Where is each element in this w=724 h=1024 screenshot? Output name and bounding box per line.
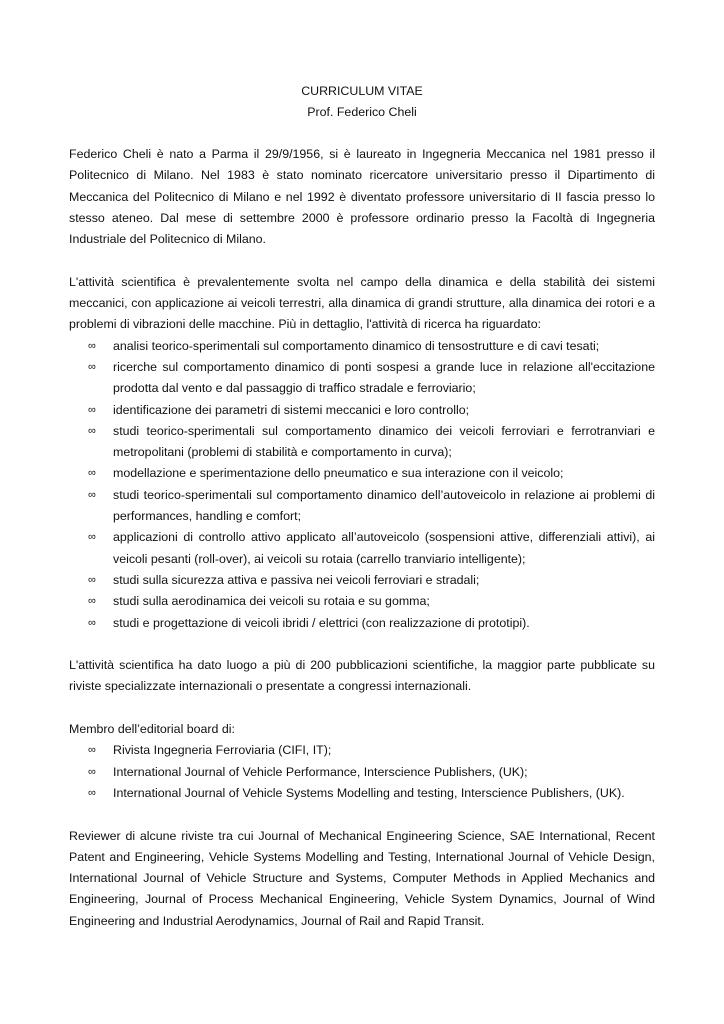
- list-item: [69, 400, 655, 421]
- list-item-text: modellazione e sperimentazione dello pneumatico e sua interazione con il veicolo;: [113, 466, 564, 481]
- spacer: [69, 250, 655, 271]
- editorial-board-list: [69, 740, 655, 804]
- research-intro-paragraph: L'attività scientifica è prevalentemente svolta nel campo della dinamica e della stabilità dei sistemi meccanici, con applicazione ai veicoli terrestri, alla dinamica di grandi strutture, alla dinamica dei rotori e a problemi di vibrazioni delle macchine. Più in dettaglio, l'attività di ricerca ha riguardato:: [69, 274, 655, 332]
- research-list: [69, 336, 655, 634]
- list-item-text: studi sulla aerodinamica dei veicoli su rotaia e su gomma;: [113, 594, 430, 609]
- list-item: [69, 421, 655, 464]
- bio-paragraph: Federico Cheli è nato a Parma il 29/9/1956, si è laureato in Ingegneria Meccanica nel 1981 presso il Politecnico di Milano. Nel 1983 è stato nominato ricercatore universitario presso il Dipartimento di Meccanica del Politecnico di Milano e nel 1992 è diventato professore universitario di II fascia presso lo stesso ateneo. Dal mese di settembre 2000 è professore ordinario presso la Facoltà di Ingegneria Industriale del Politecnico di Milano.: [69, 147, 655, 247]
- list-item-text: studi sulla sicurezza attiva e passiva nei veicoli ferroviari e stradali;: [113, 572, 480, 587]
- list-item-text: ricerche sul comportamento dinamico di ponti sospesi a grande luce in relazione all'eccitazione prodotta dal vento e dal passaggio di traffico stradale e ferroviario;: [113, 359, 655, 396]
- bullet-icon: ∞: [88, 573, 96, 586]
- list-item: [69, 762, 655, 783]
- publications-paragraph: L'attività scientifica ha dato luogo a più di 200 pubblicazioni scientifiche, la maggior parte pubblicate su riviste specializzate internazionali o presentate a congressi internazionali.: [69, 658, 655, 694]
- bullet-icon: ∞: [88, 467, 96, 480]
- list-item: [69, 463, 655, 484]
- document-page: [69, 81, 655, 932]
- bullet-icon: ∞: [88, 595, 96, 608]
- list-item-text: identificazione dei parametri di sistemi meccanici e loro controllo;: [113, 402, 470, 417]
- list-item-text: International Journal of Vehicle Systems Modelling and testing, Interscience Publishers, (UK).: [113, 785, 625, 800]
- list-item-text: International Journal of Vehicle Performance, Interscience Publishers, (UK);: [113, 764, 528, 779]
- bullet-icon: ∞: [88, 616, 96, 629]
- list-item-text: applicazioni di controllo attivo applicato all’autoveicolo (sospensioni attive, differenziali attivi), ai veicoli pesanti (roll-over), ai veicoli su rotaia (carrello tranviario intelligente);: [113, 530, 655, 566]
- spacer: [69, 698, 655, 719]
- bullet-icon: ∞: [88, 488, 96, 501]
- spacer: [69, 804, 655, 825]
- list-item-text: studi teorico-sperimentali sul comportamento dinamico dei veicoli ferroviari e ferrotranviari e metropolitani (problemi di stabilità e comportamento in curva);: [113, 423, 655, 460]
- list-item: [69, 336, 655, 357]
- list-item-text: studi e progettazione di veicoli ibridi / elettrici (con realizzazione di prototipi).: [113, 615, 530, 630]
- bullet-icon: ∞: [88, 339, 96, 352]
- list-item-text: studi teorico-sperimentali sul comportamento dinamico dell’autoveicolo in relazione ai problemi di performances, handling e comfort;: [113, 487, 655, 524]
- editorial-intro: Membro dell’editorial board di:: [69, 722, 235, 737]
- document-subtitle: Prof. Federico Cheli: [307, 105, 417, 119]
- spacer: [69, 634, 655, 655]
- reviewer-paragraph: Reviewer di alcune riviste tra cui Journal of Mechanical Engineering Science, SAE International, Recent Patent and Engineering, Vehicle Systems Modelling and Testing, International Journal of Vehicle Design, International Journal of Vehicle Structure and Systems, Computer Methods in Applied Mechanics and Engineering, Journal of Process Mechanical Engineering, Vehicle System Dynamics, Journal of Wind Engineering and Industrial Aerodynamics, Journal of Rail and Rapid Transit.: [69, 828, 655, 928]
- list-item: [69, 570, 655, 591]
- list-item: [69, 613, 655, 634]
- bullet-icon: ∞: [88, 403, 96, 416]
- list-item: [69, 740, 655, 761]
- list-item-text: Rivista Ingegneria Ferroviaria (CIFI, IT);: [113, 743, 332, 758]
- bullet-icon: ∞: [88, 424, 96, 437]
- spacer: [69, 123, 655, 144]
- bullet-icon: ∞: [88, 531, 96, 544]
- bullet-icon: ∞: [88, 786, 96, 799]
- list-item: [69, 591, 655, 612]
- bullet-icon: ∞: [88, 765, 96, 778]
- list-item: [69, 357, 655, 400]
- list-item-text: analisi teorico-sperimentali sul comportamento dinamico di tensostrutture e di cavi tesati;: [113, 338, 600, 353]
- list-item: [69, 527, 655, 570]
- list-item: [69, 485, 655, 528]
- document-header: [69, 81, 655, 123]
- list-item: [69, 783, 655, 804]
- document-title: CURRICULUM VITAE: [301, 84, 423, 98]
- bullet-icon: ∞: [88, 360, 96, 373]
- bullet-icon: ∞: [88, 744, 96, 757]
